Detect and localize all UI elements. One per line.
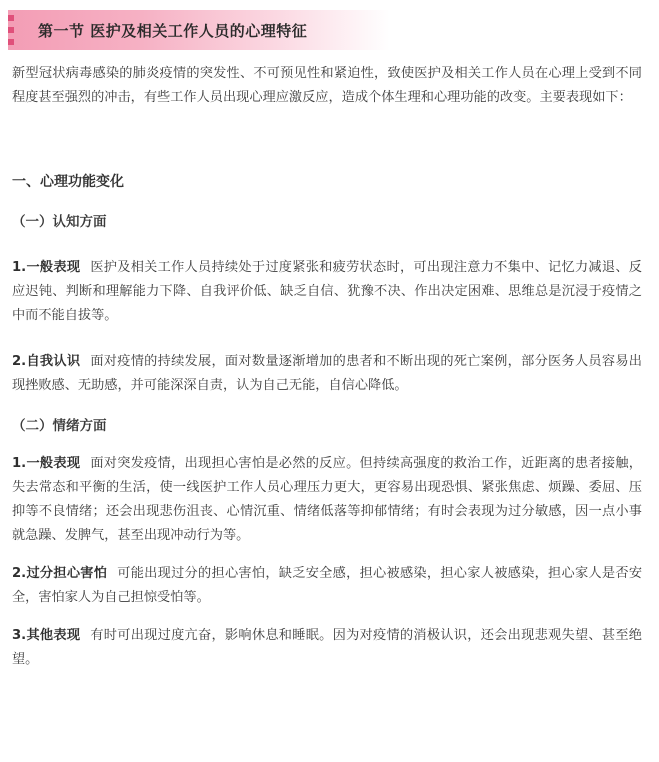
decor-square	[8, 15, 14, 21]
page-title: 第一节 医护及相关工作人员的心理特征	[38, 21, 308, 40]
item-label: 2.自我认识	[12, 354, 81, 369]
header-decoration	[8, 15, 16, 45]
list-item	[12, 452, 642, 548]
section-heading: 一、心理功能变化	[12, 174, 124, 190]
item-text: 面对突发疫情，出现担心害怕是必然的反应。但持续高强度的救治工作，近距离的患者接触，失去常态和平衡的生活，使一线医护工作人员心理压力更大，更容易出现恐惧、紧张焦虑、烦躁、委屈、压抑等不良情绪；还会出现悲伤沮丧、心情沉重、情绪低落等抑郁情绪；有时会表现为过分敏感，因一点小事就急躁、发脾气，甚至出现冲动行为等。	[12, 456, 642, 543]
article-body	[12, 62, 642, 672]
item-text: 面对疫情的持续发展，面对数量逐渐增加的患者和不断出现的死亡案例，部分医务人员容易出现挫败感、无助感，并可能深深自责，认为自己无能，自信心降低。	[12, 354, 642, 393]
decor-square	[8, 27, 14, 33]
subsection-heading-cognition: （一）认知方面	[12, 214, 107, 230]
list-item	[12, 350, 642, 398]
item-text: 有时可出现过度亢奋，影响休息和睡眠。因为对疫情的消极认识，还会出现悲观失望、甚至绝望。	[12, 628, 642, 667]
intro-paragraph: 新型冠状病毒感染的肺炎疫情的突发性、不可预见性和紧迫性，致使医护及相关工作人员在心理上受到不同程度甚至强烈的冲击，有些工作人员出现心理应激反应，造成个体生理和心理功能的改变。主要表现如下：	[12, 66, 642, 105]
item-label: 1.一般表现	[12, 260, 81, 275]
list-item	[12, 256, 642, 328]
subsection-heading-emotion: （二）情绪方面	[12, 418, 107, 434]
item-label: 3.其他表现	[12, 628, 81, 643]
section-header	[8, 10, 390, 50]
item-label: 2.过分担心害怕	[12, 566, 108, 581]
list-item	[12, 624, 642, 672]
list-item	[12, 562, 642, 610]
decor-square	[8, 39, 14, 45]
item-text: 医护及相关工作人员持续处于过度紧张和疲劳状态时，可出现注意力不集中、记忆力减退、反应迟钝、判断和理解能力下降、自我评价低、缺乏自信、犹豫不决、作出决定困难、思维总是沉浸于疫情之中而不能自拔等。	[12, 260, 642, 323]
item-label: 1.一般表现	[12, 456, 81, 471]
item-text: 可能出现过分的担心害怕，缺乏安全感，担心被感染，担心家人被感染，担心家人是否安全，害怕家人为自己担惊受怕等。	[12, 566, 643, 605]
